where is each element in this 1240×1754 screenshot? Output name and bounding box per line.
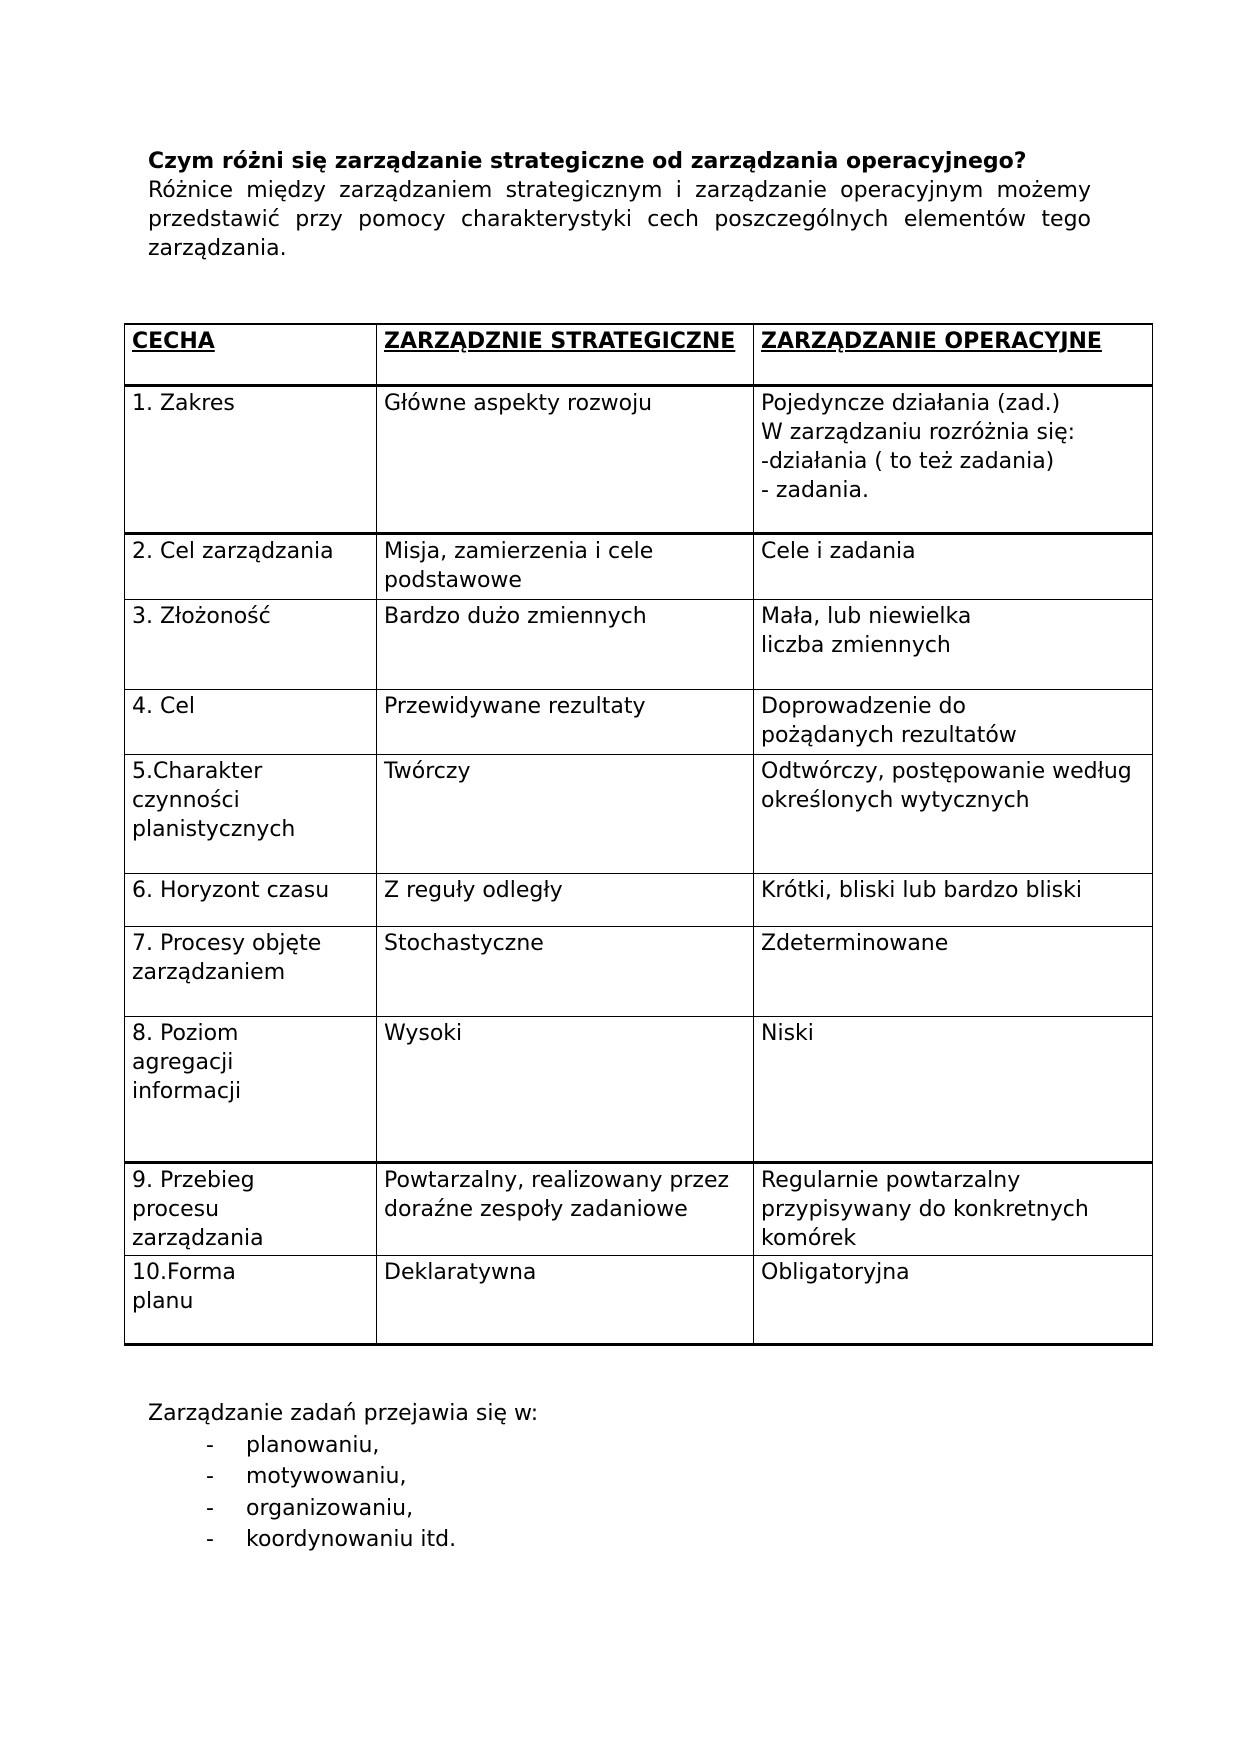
cell-cecha: 4. Cel (125, 689, 377, 754)
cell-operational: Regularnie powtarzalny przypisywany do konkretnych komórek (754, 1162, 1153, 1255)
cell-operational: Doprowadzenie do pożądanych rezultatów (754, 689, 1153, 754)
cell-operational: Niski (754, 1016, 1153, 1162)
intro-section (148, 147, 1091, 263)
summary-item-text: koordynowaniu itd. (246, 1527, 457, 1552)
table-row (125, 926, 1153, 1016)
cell-operational: Obligatoryjna (754, 1255, 1153, 1344)
table-row (125, 533, 1153, 599)
table-row (125, 873, 1153, 926)
bullet-dash: - (206, 1432, 214, 1458)
summary-lead: Zarządzanie zadań przejawia się w: (148, 1401, 539, 1426)
cell-cecha: 8. Poziom agregacji informacji (125, 1016, 377, 1162)
summary-item-text: planowaniu, (246, 1432, 380, 1458)
cell-operational: Zdeterminowane (754, 926, 1153, 1016)
summary-item-text: motywowaniu, (246, 1464, 407, 1489)
cell-operational: Cele i zadania (754, 533, 1153, 599)
intro-paragraph: Różnice między zarządzaniem strategicznym i zarządzanie operacyjnym możemy przedstawić przy pomocy charakterystyki cech poszczególnych elementów tego zarządzania. (148, 178, 1091, 261)
table-row (125, 1255, 1153, 1344)
cell-cecha: 5.Charakter czynności planistycznych (125, 754, 377, 873)
cell-cecha: 1. Zakres (125, 385, 377, 533)
cell-strategic: Stochastyczne (377, 926, 754, 1016)
cell-strategic: Bardzo dużo zmiennych (377, 599, 754, 689)
cell-strategic: Z reguły odległy (377, 873, 754, 926)
cell-operational: Pojedyncze działania (zad.) W zarządzaniu rozróżnia się: -działania ( to też zadania) - zadania. (754, 385, 1153, 533)
table-row (125, 385, 1153, 533)
cell-strategic: Wysoki (377, 1016, 754, 1162)
table-row (125, 599, 1153, 689)
table-row (125, 1162, 1153, 1255)
bullet-dash: - (206, 1464, 214, 1489)
table-row (125, 754, 1153, 873)
summary-item-text: organizowaniu, (246, 1495, 414, 1521)
bullet-dash: - (206, 1527, 214, 1552)
summary-section (148, 1398, 538, 1556)
cell-cecha: 10.Forma planu (125, 1255, 377, 1344)
cell-strategic: Powtarzalny, realizowany przez doraźne zespoły zadaniowe (377, 1162, 754, 1255)
cell-strategic: Twórczy (377, 754, 754, 873)
cell-strategic: Misja, zamierzenia i cele podstawowe (377, 533, 754, 599)
cell-cecha: 9. Przebieg procesu zarządzania (125, 1162, 377, 1255)
cell-operational: Mała, lub niewielka liczba zmiennych (754, 599, 1153, 689)
summary-list-item (148, 1461, 538, 1493)
header-strategic: ZARZĄDZNIE STRATEGICZNE (377, 324, 754, 385)
cell-strategic: Główne aspekty rozwoju (377, 385, 754, 533)
cell-cecha: 6. Horyzont czasu (125, 873, 377, 926)
cell-strategic: Deklaratywna (377, 1255, 754, 1344)
comparison-table (124, 323, 1153, 1346)
cell-strategic: Przewidywane rezultaty (377, 689, 754, 754)
summary-list-item (148, 1524, 538, 1556)
summary-list (148, 1430, 538, 1556)
header-operational: ZARZĄDZANIE OPERACYJNE (754, 324, 1153, 385)
bullet-dash: - (206, 1495, 214, 1521)
header-cecha: CECHA (125, 324, 377, 385)
table-header-row (125, 324, 1153, 385)
cell-cecha: 2. Cel zarządzania (125, 533, 377, 599)
cell-cecha: 3. Złożoność (125, 599, 377, 689)
table-row (125, 1016, 1153, 1162)
summary-list-item (148, 1430, 538, 1462)
document-title: Czym różni się zarządzanie strategiczne od zarządzania operacyjnego? (148, 149, 1027, 174)
summary-list-item (148, 1493, 538, 1525)
cell-operational: Odtwórczy, postępowanie według określonych wytycznych (754, 754, 1153, 873)
table-row (125, 689, 1153, 754)
cell-cecha: 7. Procesy objęte zarządzaniem (125, 926, 377, 1016)
cell-operational: Krótki, bliski lub bardzo bliski (754, 873, 1153, 926)
